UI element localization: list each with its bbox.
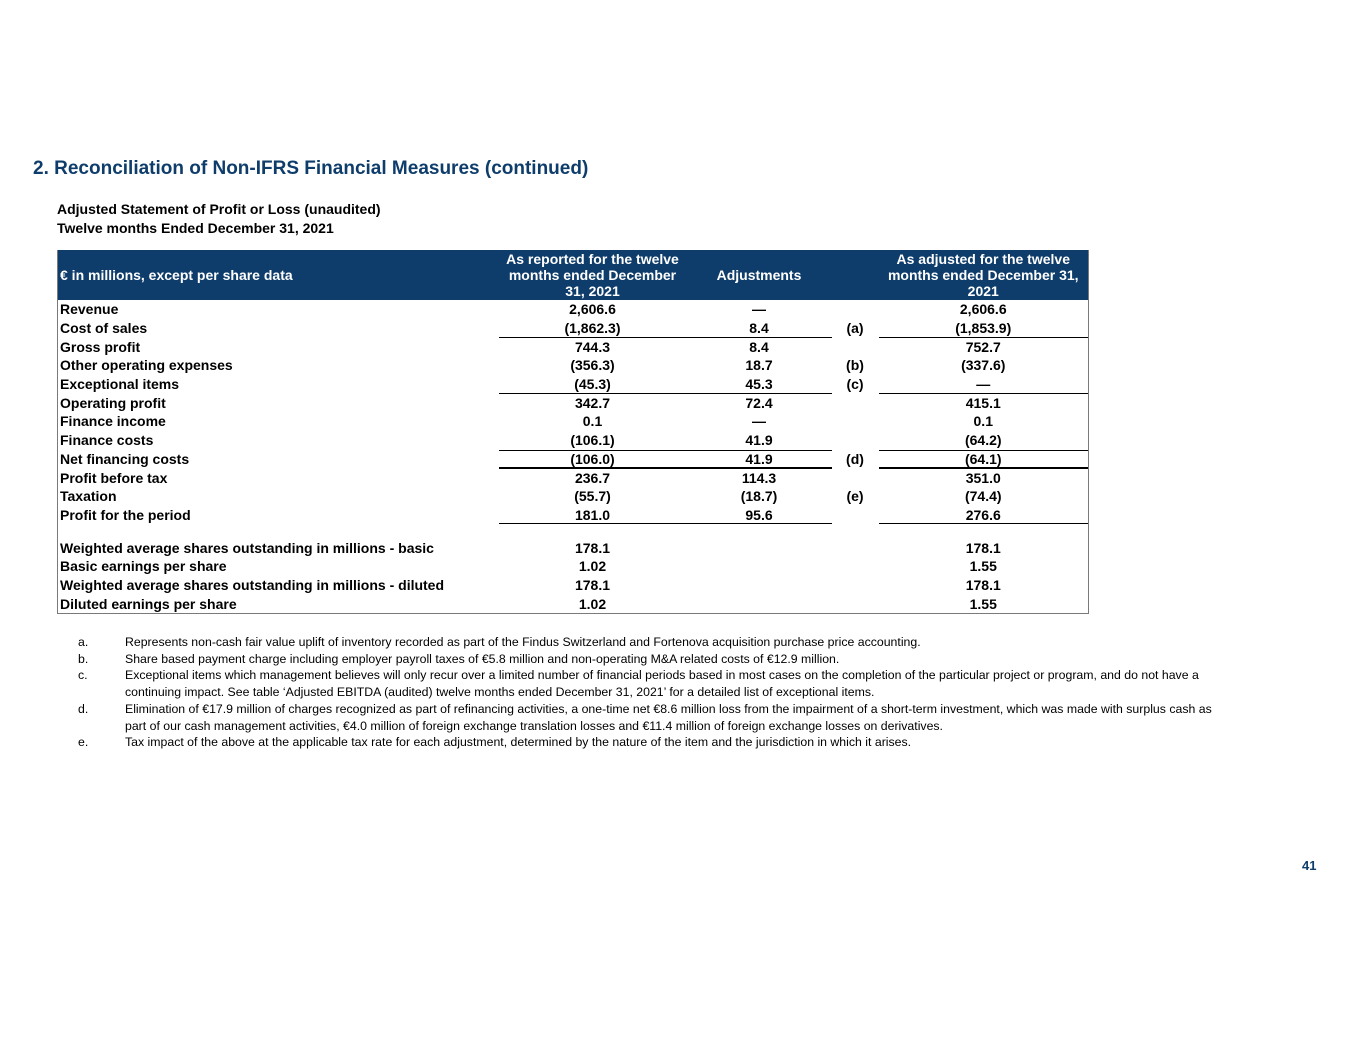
reported-value: 178.1 — [574, 539, 611, 556]
adjusted-value: — — [976, 376, 991, 393]
adjustment-value: 41.9 — [745, 432, 773, 449]
table-row — [58, 300, 1089, 319]
table-header-row — [58, 250, 1089, 300]
spacer-row — [58, 524, 1089, 538]
table-row — [58, 337, 1089, 356]
adjustment-value — [687, 576, 832, 595]
table-row — [58, 450, 1089, 469]
statement-title: Adjusted Statement of Profit or Loss (unaudited) — [57, 201, 381, 217]
table-row — [58, 375, 1089, 394]
table-row — [58, 557, 1089, 576]
row-label: Profit for the period — [60, 506, 191, 523]
footnote-letter: c. — [78, 668, 88, 683]
header-reported: As reported for the twelve months ended December 31, 2021 — [499, 250, 687, 300]
row-label: Net financing costs — [60, 450, 190, 467]
row-label: Gross profit — [60, 338, 141, 355]
footnote-text: Share based payment charge including employer payroll taxes of €5.8 million and non-operating M&A related costs of €12.9 million. — [125, 651, 840, 666]
row-label: Operating profit — [60, 394, 166, 411]
reported-value: 744.3 — [499, 337, 687, 356]
statement-period: Twelve months Ended December 31, 2021 — [57, 220, 334, 236]
footnote — [78, 634, 1228, 651]
header-adjustments: Adjustments — [687, 250, 832, 300]
footnote — [78, 734, 1228, 751]
note-ref — [832, 337, 879, 356]
row-label: Basic earnings per share — [60, 558, 227, 575]
row-label: Other operating expenses — [60, 357, 233, 374]
note-ref — [832, 300, 879, 319]
adjusted-value: (1,853.9) — [955, 320, 1012, 337]
row-label: Finance costs — [60, 432, 154, 449]
adjustment-value: 95.6 — [687, 506, 832, 525]
table-row — [58, 431, 1089, 450]
note-ref — [832, 538, 879, 557]
table-row — [58, 356, 1089, 375]
reported-value: 342.7 — [499, 393, 687, 412]
adjustment-value — [687, 594, 832, 613]
adjusted-value: 351.0 — [879, 468, 1089, 487]
row-label: Taxation — [60, 488, 117, 505]
page-number: 41 — [1302, 858, 1317, 873]
adjusted-value: 1.55 — [969, 595, 997, 612]
note-ref: (a) — [846, 320, 864, 337]
adjustment-value: 72.4 — [687, 393, 832, 412]
footnote — [78, 651, 1228, 668]
reported-value: (1,862.3) — [564, 320, 621, 337]
note-ref: (e) — [846, 488, 864, 505]
adjustment-value — [687, 538, 832, 557]
reported-value: (106.1) — [570, 432, 615, 449]
table-row — [58, 576, 1089, 595]
table-row — [58, 594, 1089, 613]
reported-value: (45.3) — [574, 376, 611, 393]
row-label: Weighted average shares outstanding in millions - basic — [60, 539, 434, 556]
footnote-text: Elimination of €17.9 million of charges recognized as part of refinancing activities, a one-time net €8.6 million loss from the impairment of a short-term investment, which was made with surplus cash as part of our cash management activities, €4.0 million of foreign exchange translation losses and €11.4 million of foreign exchange losses on derivatives. — [125, 701, 1212, 733]
header-adjusted: As adjusted for the twelve months ended December 31, 2021 — [879, 250, 1089, 300]
footnote-letter: a. — [78, 635, 89, 649]
footnotes — [78, 634, 1228, 751]
adjustment-value: 41.9 — [687, 450, 832, 469]
row-label: Revenue — [60, 301, 119, 318]
table-row — [58, 319, 1089, 338]
adjusted-value: 1.55 — [969, 558, 997, 575]
note-ref — [832, 412, 879, 431]
note-ref — [832, 468, 879, 487]
note-ref — [832, 393, 879, 412]
row-label: Weighted average shares outstanding in millions - diluted — [60, 576, 445, 593]
note-ref: (b) — [846, 357, 864, 374]
adjusted-value: 2,606.6 — [959, 301, 1007, 318]
note-ref — [832, 557, 879, 576]
row-label: Exceptional items — [60, 376, 180, 393]
adjusted-value: 178.1 — [965, 539, 1001, 556]
adjusted-value: (64.2) — [964, 432, 1002, 449]
adjusted-value: 0.1 — [973, 413, 993, 430]
table-row — [58, 393, 1089, 412]
table-row — [58, 506, 1089, 525]
row-label: Cost of sales — [60, 320, 148, 337]
adjustment-value: (18.7) — [740, 488, 778, 505]
header-label: € in millions, except per share data — [58, 250, 499, 300]
footnote — [78, 701, 1228, 734]
adjustment-value: — — [752, 413, 766, 430]
note-ref — [832, 506, 879, 525]
table-row — [58, 412, 1089, 431]
note-ref — [832, 576, 879, 595]
footnote — [78, 667, 1228, 700]
row-label: Diluted earnings per share — [60, 595, 237, 612]
adjustment-value: 8.4 — [687, 337, 832, 356]
adjusted-value: (74.4) — [964, 488, 1002, 505]
reported-value: 0.1 — [582, 413, 603, 430]
reported-value: 1.02 — [578, 595, 607, 612]
adjustment-value: 8.4 — [749, 320, 769, 337]
adjustment-value: 114.3 — [687, 468, 832, 487]
table-row — [58, 468, 1089, 487]
profit-loss-table — [57, 250, 1089, 614]
adjustment-value: 45.3 — [745, 376, 773, 393]
footnote-letter: b. — [78, 651, 89, 666]
reported-value: 181.0 — [499, 506, 687, 525]
reported-value: (106.0) — [499, 450, 687, 469]
page-title: 2. Reconciliation of Non-IFRS Financial Measures (continued) — [33, 158, 589, 179]
adjusted-value: 178.1 — [965, 576, 1001, 593]
adjustment-value — [687, 557, 832, 576]
adjusted-value: 276.6 — [879, 506, 1089, 525]
adjusted-value: (337.6) — [961, 357, 1006, 374]
note-ref — [832, 594, 879, 613]
reported-value: 1.02 — [578, 558, 607, 575]
header-note — [832, 250, 879, 300]
row-label: Finance income — [60, 413, 166, 430]
note-ref: (c) — [846, 376, 864, 393]
footnote-letter: d. — [78, 701, 89, 716]
reported-value: 236.7 — [499, 468, 687, 487]
adjusted-value: 415.1 — [879, 393, 1089, 412]
adjustment-value: — — [752, 301, 766, 318]
reported-value: (356.3) — [570, 357, 615, 374]
table-row — [58, 487, 1089, 506]
adjusted-value: 752.7 — [879, 337, 1089, 356]
footnote-text: Exceptional items which management believes will only recur over a limited number of financial periods based in most cases on the completion of the particular project or program, and do not have a continuing impact. See table ‘Adjusted EBITDA (audited) twelve months ended December 31, 2021’ for a detailed list of exceptional items. — [125, 668, 1199, 700]
footnote-text: Represents non-cash fair value uplift of inventory recorded as part of the Findus Switzerland and Fortenova acquisition purchase price accounting. — [125, 635, 921, 649]
footnote-letter: e. — [78, 735, 89, 750]
row-label: Profit before tax — [60, 469, 168, 486]
reported-value: (55.7) — [574, 488, 611, 505]
note-ref — [832, 431, 879, 450]
adjustment-value: 18.7 — [745, 357, 773, 374]
footnote-text: Tax impact of the above at the applicable tax rate for each adjustment, determined by the nature of the item and the jurisdiction in which it arises. — [125, 735, 912, 750]
note-ref: (d) — [846, 450, 864, 467]
adjusted-value: (64.1) — [879, 450, 1089, 469]
reported-value: 2,606.6 — [569, 301, 616, 318]
reported-value: 178.1 — [574, 576, 611, 593]
table-row — [58, 538, 1089, 557]
